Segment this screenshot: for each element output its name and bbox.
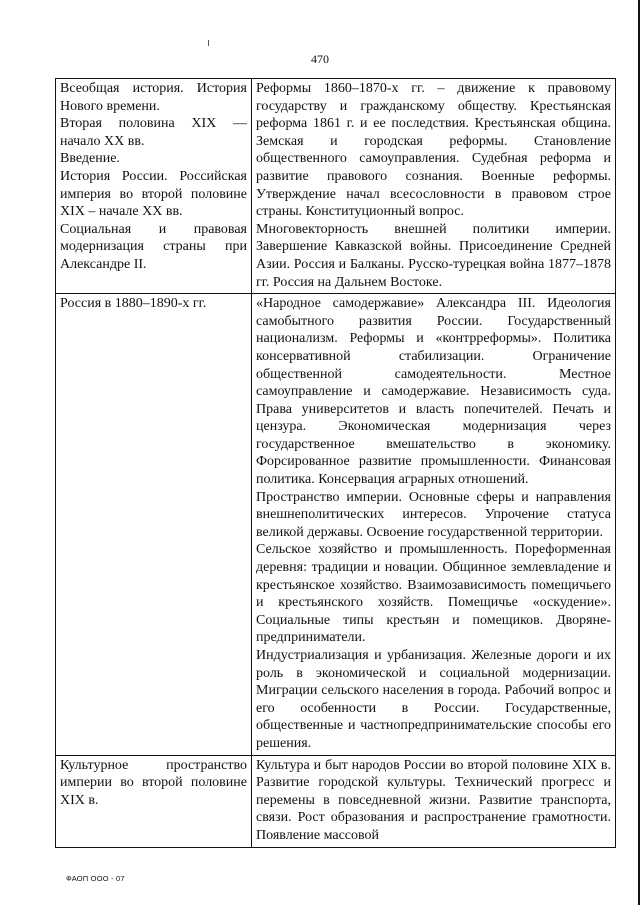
content-cell [252, 755, 616, 847]
table-row [56, 79, 616, 294]
topic-line: Вторая половина XIX — начало XX вв. [60, 116, 247, 149]
content-paragraph: Культура и быт народов России во второй половине XIX в. Развитие городской культуры. Технический прогресс и перемены в повседневной жизни. Развитие транспорта, связи. Рост образования и распространение грамотности. Появление массовой [256, 757, 611, 843]
topic-line: Социальная и правовая модернизация страны при Александре II. [60, 221, 247, 272]
content-paragraph: Многовекторность внешней политики империи. Завершение Кавказской войны. Присоединение Средней Азии. Россия и Балканы. Русско-турецкая война 1877–1878 гг. Россия на Дальнем Востоке. [256, 221, 611, 290]
table-row [56, 294, 616, 755]
topic-cell [56, 79, 252, 294]
content-paragraph: Индустриализация и урбанизация. Железные дороги и их роль в экономической и социальной модернизации. Миграции сельского населения в города. Рабочий вопрос и его особенности в России. Государственные, общественные и частнопредпринимательские способы его решения. [256, 648, 611, 751]
topic-line: Россия в 1880–1890-х гг. [60, 296, 207, 312]
topic-line: Всеобщая история. История Нового времени. [60, 81, 247, 114]
page-number: 470 [311, 52, 329, 66]
content-cell [252, 79, 616, 294]
curriculum-table [55, 78, 616, 848]
topic-cell [56, 755, 252, 847]
topic-line: Введение. [60, 151, 120, 167]
content-paragraph: Сельское хозяйство и промышленность. Пореформенная деревня: традиции и новации. Общинное землевладение и крестьянское хозяйство. Взаимозависимость помещичьего и крестьянского хозяйств. Помещичье «оскудение». Социальные типы крестьян и помещиков. Дворяне-предприниматели. [256, 542, 611, 646]
topic-line: Культурное пространство империи во второй половине XIX в. [60, 757, 247, 808]
topic-line: История России. Российская империя во второй половине XIX – начале XX вв. [60, 168, 247, 220]
table-row [56, 755, 616, 847]
content-paragraph: «Народное самодержавие» Александра III. Идеология самобытного развития России. Государственный национализм. Реформы и «контрреформы». Политика консервативной стабилизации. Ограничение общественной самодеятельности. Местное самоуправление и самодержавие. Независимость суда. Права университетов и власть попечителей. Печать и цензура. Экономическая модернизация через государственное вмешательство в экономику. Форсированное развитие промышленности. Финансовая политика. Консервация аграрных отношений. [256, 296, 611, 488]
scan-mark [208, 40, 209, 46]
topic-cell [56, 294, 252, 755]
content-cell [252, 294, 616, 755]
content-paragraph: Пространство империи. Основные сферы и направления внешнеполитических интересов. Упрочение статуса великой державы. Освоение государственной территории. [256, 489, 611, 540]
document-footer: ФАОП ООО - 07 [66, 874, 125, 883]
content-paragraph: Реформы 1860–1870-х гг. – движение к правовому государству и гражданскому обществу. Крестьянская реформа 1861 г. и ее последствия. Крестьянская община. Земская и городская реформы. Становление общественного самоуправления. Судебная реформа и развитие правового сознания. Военные реформы. Утверждение начал всесословности в правовом строе страны. Конституционный вопрос. [256, 81, 611, 220]
